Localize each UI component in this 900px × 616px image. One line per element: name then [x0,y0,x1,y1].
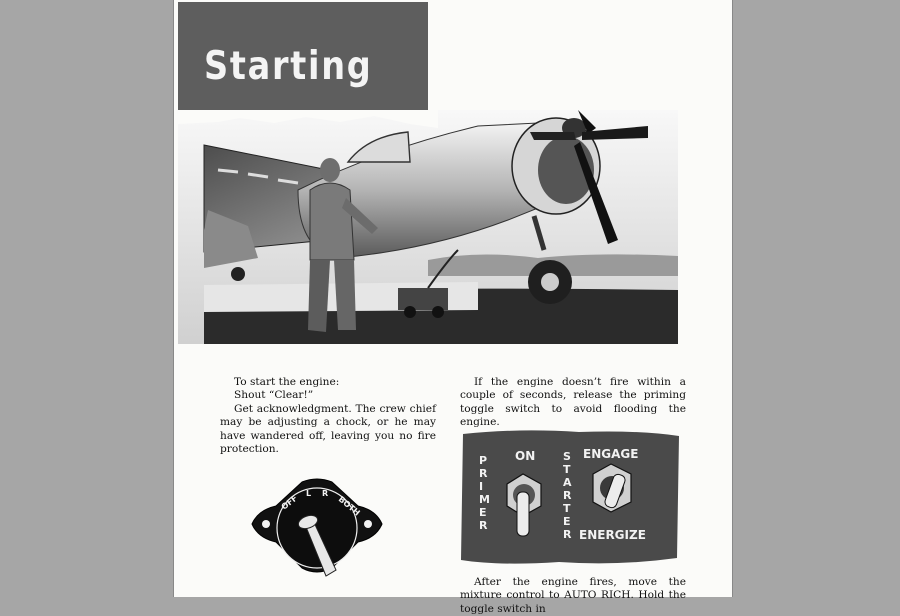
right-text-column [460,376,686,430]
switch-label-r: R [322,489,329,498]
switch-label-off: OFF [279,493,300,512]
starter-toggle-switch [593,464,631,512]
primer-starter-panel [459,428,681,566]
primer-text: P R I M E R [479,454,490,532]
ignition-switch-illustration [246,472,388,582]
title-banner [178,2,428,124]
airplane-illustration [178,110,678,344]
left-paragraph-3: Get acknowledgment. The crew chief may be adjusting a chock, or he may have wandered off, leaving you no fire protection. [220,402,436,456]
engage-label: ENGAGE [583,447,639,461]
switch-label-both: BOTH [336,494,362,518]
right-paragraph-1: If the engine doesn’t fire within a couple of seconds, release the priming toggle switch to avoid flooding the engine. [460,376,686,429]
bottom-paragraph [460,576,686,616]
energize-label: ENERGIZE [579,528,646,542]
page-title: Starting [204,44,373,89]
left-paragraph-1: To start the engine: [234,376,340,388]
switch-label-l: L [306,489,312,498]
document-page [174,0,732,615]
starter-text: S T A R T E R [563,450,572,541]
left-text-column [220,376,436,456]
on-label: ON [515,449,536,463]
bottom-paragraph-text: After the engine fires, move the mixture control to AUTO RICH. Hold the toggle switch in [460,576,686,615]
left-paragraph-2: Shout “Clear!” [234,389,314,402]
